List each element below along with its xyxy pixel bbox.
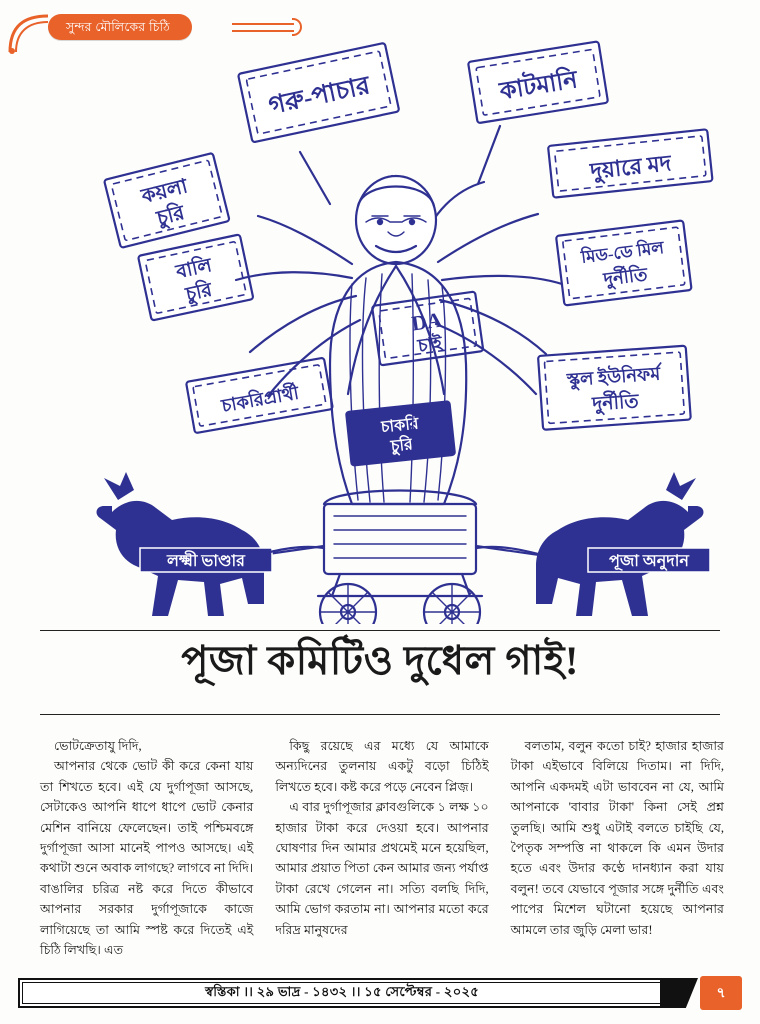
horse-right bbox=[536, 472, 703, 616]
svg-text:কয়লা: কয়লা bbox=[139, 175, 190, 208]
banner-pujo-anudan bbox=[588, 548, 710, 572]
ribbon-rule-top bbox=[232, 23, 294, 25]
svg-text:DA: DA bbox=[410, 307, 444, 336]
svg-text:দুর্নীতি: দুর্নীতি bbox=[591, 391, 640, 416]
paragraph: কিছু রয়েছে এর মধ্যে যে আমাকে অন্যদিনের তুলনায় একটু বড়ো চিঠিই লিখতে হবে। কষ্ট করে পড়ে নেবেন প্লিজ়। bbox=[275, 739, 489, 794]
svg-text:চুরি: চুরি bbox=[390, 436, 414, 456]
paragraph: এ বার দুর্গাপূজার ক্লাবগুলিকে ১ লক্ষ ১০ হাজার টাকা করে দেওয়া হবে। আপনার ঘোষণার দিন আমার প্রথমেই মনে হয়েছিল, আমার প্রয়াত পিতা কেন আমার জন্য পর্যাপ্ত টাকা রেখে গেলেন না। সত্যি বলছি দিদি, আমি ভোগ করতাম না। আপনার মতো করে দরিদ্র মানুষদের bbox=[275, 800, 489, 937]
placard-koyla-churi bbox=[104, 153, 230, 248]
svg-text:মিড-ডে মিল: মিড-ডে মিল bbox=[580, 238, 665, 268]
svg-text:দুর্নীতি: দুর্নীতি bbox=[602, 264, 649, 290]
footer-issue-line: স্বস্তিকা ।। ২৯ ভাদ্র - ১৪৩২ ।। ১৫ সেপ্টেম্বর - ২০২৫ bbox=[205, 983, 479, 999]
article-column-3 bbox=[511, 736, 724, 966]
headline-container bbox=[0, 638, 760, 684]
chariot-wheel-right bbox=[424, 584, 480, 624]
paragraph: আপনার থেকে ভোট কী করে কেনা যায় তা শিখতে হবে। এই যে দুর্গাপূজা আসছে, সেটাকেও আপনি ধাপে ধাপে ভোট কেনার মেশিন বানিয়ে ফেলেছেন। তাই পশ্চিমবঙ্গে দুর্গাপূজা আসা মানেই পাপও আসছে। এই কথাটা শুনে অবাক লাগছে? লাগবে না দিদি। বাঙালির চরিত্র নষ্ট করে দিতে কীভাবে আপনার সরকার দুর্গাপূজাকে কাজে লাগিয়েছে তা আমি স্পষ্ট করে দিতেই এই চিঠি লিখছি। এত bbox=[40, 759, 254, 957]
page-title: পূজা কমিটিও দুধেল গাই! bbox=[181, 638, 579, 683]
illustration-svg bbox=[0, 34, 760, 624]
article-column-1 bbox=[40, 736, 253, 966]
svg-text:চুরি: চুরি bbox=[183, 279, 214, 306]
paragraph: বলতাম, বলুন কতো চাই? হাজার হাজার টাকা এইভাবে বিলিয়ে দিতাম। না দিদি, আপনি একদমই এটা ভাববেন না যে, আমি আপনাকে 'বাবার টাকা' কিনা সেই প্রশ্ন তুলছি। আমি শুধু এটাই বলতে চাইছি যে, পৈতৃক সম্পত্তি না থাকলে কি এমন উদার হতে এবং উদার কণ্ঠে দানধ্যান করা যায় বলুন! তবে যেভাবে পূজার সঙ্গে দুর্নীতি এবং পাপের মিশেল ঘটানো হয়েছে আপনার আমলে তার জুড়ি মেলা ভার! bbox=[510, 739, 724, 937]
svg-text:চাকরিপ্রার্থী: চাকরিপ্রার্থী bbox=[219, 382, 301, 417]
svg-text:চাই: চাই bbox=[416, 332, 444, 356]
placard-balu-churi bbox=[138, 234, 253, 320]
cartoon-illustration bbox=[0, 34, 760, 624]
svg-text:লক্ষ্মী ভাণ্ডার: লক্ষ্মী ভাণ্ডার bbox=[167, 553, 245, 570]
article-column-2 bbox=[275, 736, 488, 966]
placard-duyare-mod bbox=[548, 129, 713, 197]
svg-text:স্কুল ইউনিফর্ম: স্কুল ইউনিফর্ম bbox=[566, 363, 661, 391]
placard-mid-day-meal-durniti bbox=[556, 220, 692, 305]
footer-wedge bbox=[660, 978, 698, 1008]
svg-text:চাকরি: চাকরি bbox=[380, 415, 420, 437]
salutation: ভোটক্রেতাযু দিদি, bbox=[54, 739, 142, 753]
headline-rule-bottom bbox=[40, 714, 720, 715]
placard-chakriprarthi bbox=[186, 358, 333, 434]
headline-rule-top bbox=[40, 630, 720, 631]
svg-text:গরু-পাচার: গরু-পাচার bbox=[266, 72, 373, 120]
section-label: সুন্দর মৌলিকের চিঠি bbox=[48, 14, 192, 40]
placard-katmani bbox=[468, 41, 608, 123]
page-number-badge: ৭ bbox=[700, 976, 742, 1010]
placard-chakri-churi bbox=[346, 401, 455, 466]
svg-text:দুয়ারে মদ: দুয়ারে মদ bbox=[588, 150, 673, 184]
placard-goru-pachar bbox=[238, 43, 399, 143]
article-body bbox=[40, 736, 724, 966]
svg-text:কাটমানি: কাটমানি bbox=[497, 67, 580, 106]
horse-left bbox=[97, 472, 264, 616]
svg-text:চুরি: চুরি bbox=[154, 201, 187, 230]
svg-text:বালি: বালি bbox=[174, 255, 214, 284]
ribbon-rule-bottom bbox=[232, 30, 294, 32]
placard-school-uniform-durniti bbox=[538, 346, 691, 430]
chariot-wheel-left bbox=[320, 584, 376, 624]
svg-text:পূজা অনুদান: পূজা অনুদান bbox=[609, 553, 689, 570]
banner-lakshmir-bhandar bbox=[140, 548, 272, 572]
